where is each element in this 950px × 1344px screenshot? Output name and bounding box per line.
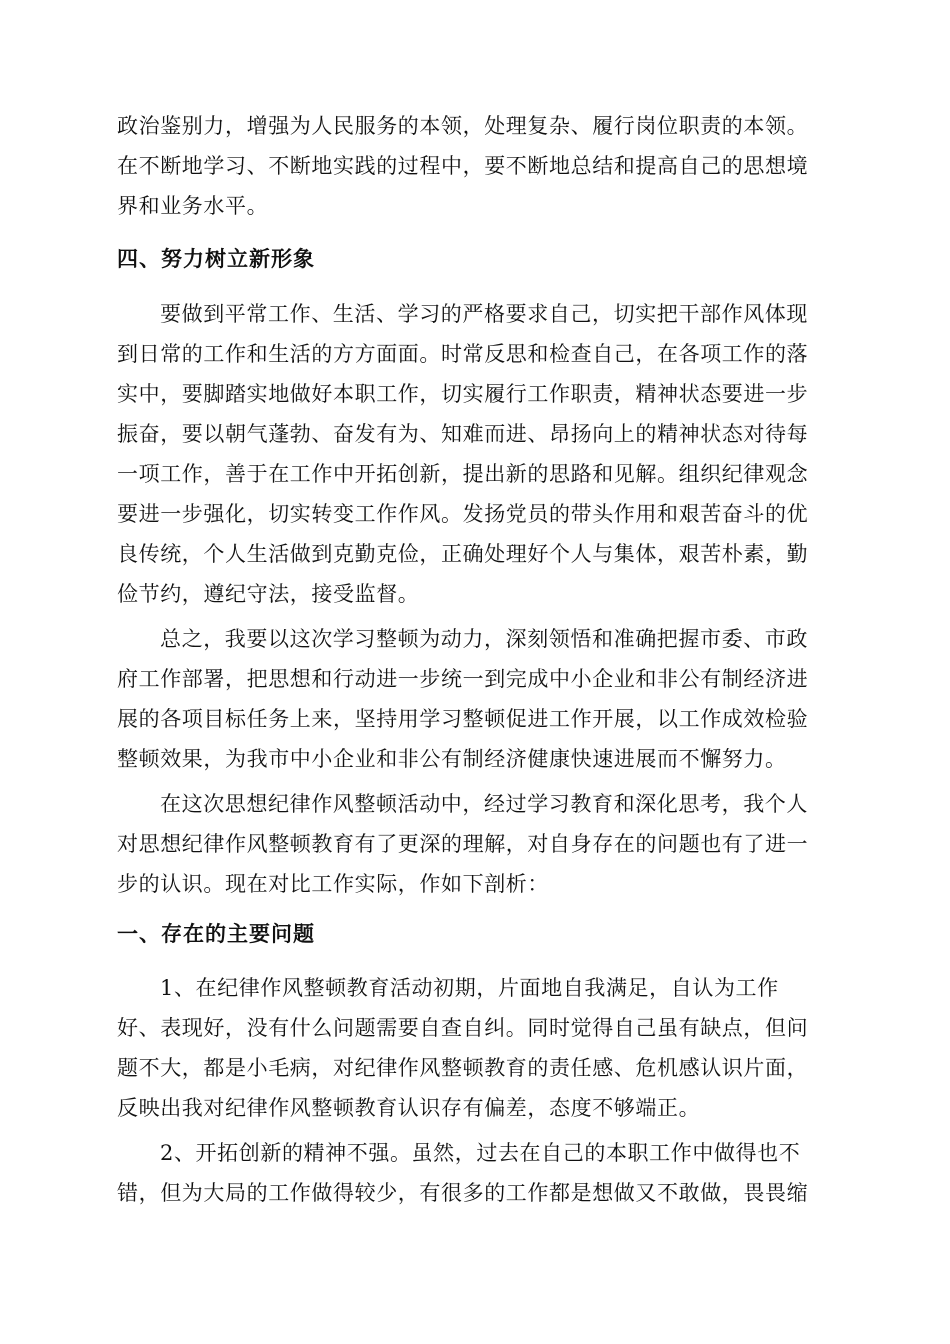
- text-line: 府工作部署，把思想和行动进一步统一到完成中小企业和非公有制经济进: [117, 667, 809, 691]
- text-line: 步的认识。现在对比工作实际，作如下剖析：: [117, 872, 549, 896]
- text-line: 展的各项目标任务上来，坚持用学习整顿促进工作开展，以工作成效检验: [117, 707, 809, 731]
- text-line: 要进一步强化，切实转变工作作风。发扬党员的带头作用和艰苦奋斗的优: [117, 502, 809, 526]
- text-line: 2、开拓创新的精神不强。虽然，过去在自己的本职工作中做得也不: [160, 1141, 801, 1165]
- text-line: 俭节约，遵纪守法，接受监督。: [117, 582, 420, 606]
- text-line: 在这次思想纪律作风整顿活动中，经过学习教育和深化思考，我个人: [160, 792, 808, 816]
- text-line: 反映出我对纪律作风整顿教育认识存有偏差，态度不够端正。: [117, 1096, 701, 1120]
- text-line: 振奋，要以朝气蓬勃、奋发有为、知难而进、昂扬向上的精神状态对待每: [117, 422, 809, 446]
- text-line: 界和业务水平。: [117, 194, 269, 218]
- text-line: 良传统，个人生活做到克勤克俭，正确处理好个人与集体，艰苦朴素，勤: [117, 542, 809, 566]
- text-line: 题不大，都是小毛病，对纪律作风整顿教育的责任感、危机感认识片面，: [117, 1056, 809, 1080]
- text-line: 在不断地学习、不断地实践的过程中，要不断地总结和提高自己的思想境: [117, 154, 809, 178]
- text-line: 错，但为大局的工作做得较少，有很多的工作都是想做又不敢做，畏畏缩: [117, 1181, 809, 1205]
- text-line: 整顿效果，为我市中小企业和非公有制经济健康快速进展而不懈努力。: [117, 747, 787, 771]
- text-line: 到日常的工作和生活的方方面面。时常反思和检查自己，在各项工作的落: [117, 342, 809, 366]
- text-line: 1、在纪律作风整顿教育活动初期，片面地自我满足，自认为工作: [160, 976, 779, 1000]
- text-line: 对思想纪律作风整顿教育有了更深的理解，对自身存在的问题也有了进一: [117, 832, 809, 856]
- section-heading-1: 一、存在的主要问题: [117, 922, 315, 946]
- text-line: 实中，要脚踏实地做好本职工作，切实履行工作职责，精神状态要进一步: [117, 382, 809, 406]
- text-line: 要做到平常工作、生活、学习的严格要求自己，切实把干部作风体现: [160, 302, 808, 326]
- section-heading-4: 四、努力树立新形象: [117, 247, 315, 271]
- text-line: 总之，我要以这次学习整顿为动力，深刻领悟和准确把握市委、市政: [160, 627, 808, 651]
- text-line: 政治鉴别力，增强为人民服务的本领，处理复杂、履行岗位职责的本领。: [117, 114, 809, 138]
- text-line: 一项工作，善于在工作中开拓创新，提出新的思路和见解。组织纪律观念: [117, 462, 809, 486]
- text-line: 好、表现好，没有什么问题需要自查自纠。同时觉得自己虽有缺点，但问: [117, 1016, 809, 1040]
